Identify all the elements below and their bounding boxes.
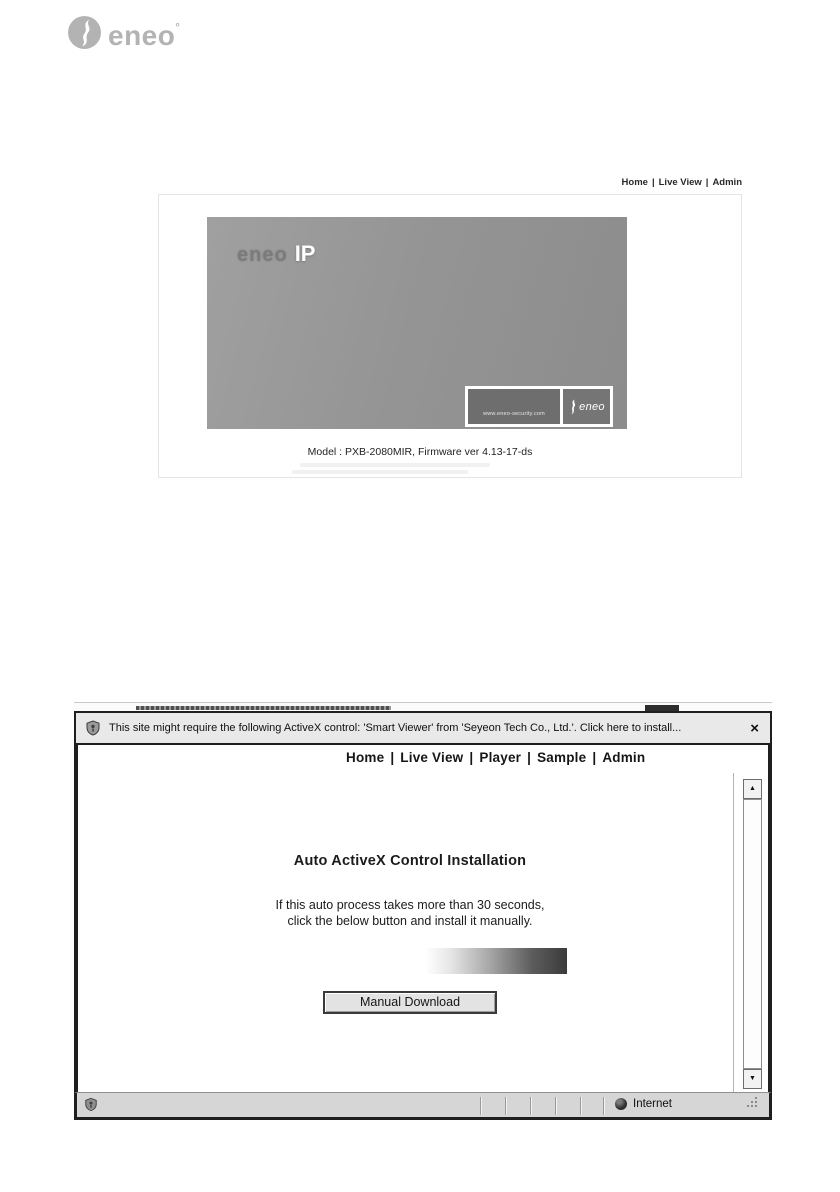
scroll-up-button[interactable]: ▲ [743, 779, 762, 799]
nav-item-admin[interactable]: Admin [602, 750, 646, 765]
eneo-swirl-small-icon [568, 399, 577, 415]
shield-icon [85, 720, 101, 736]
hero-ip-text: IP [294, 241, 316, 266]
instruction-line1: If this auto process takes more than 30 seconds, [275, 898, 545, 912]
status-separator [480, 1097, 481, 1115]
vertical-scrollbar[interactable] [743, 779, 762, 1089]
nav-separator: | [527, 750, 532, 765]
status-separator [603, 1097, 604, 1115]
browser-content-area [74, 745, 772, 1092]
status-separator [530, 1097, 531, 1115]
scrollbar-divider [733, 773, 734, 1092]
nav-separator: | [705, 177, 709, 188]
eneo-wordmark: eneo° [108, 20, 181, 51]
page-title: Auto ActiveX Control Installation [293, 853, 527, 869]
model-caption: Model : PXB-2080MIR, Firmware ver 4.13-17-ds [307, 446, 533, 458]
close-icon[interactable]: × [750, 719, 759, 737]
banner-brand-text: eneo [579, 400, 605, 413]
scrollbar-track[interactable] [743, 799, 762, 1069]
website-url: www.eneo-security.com [483, 411, 545, 417]
manual-download-button[interactable]: Manual Download [323, 991, 497, 1014]
trademark-symbol: ° [175, 22, 181, 34]
cropped-toolbar-strip [74, 702, 772, 711]
nav-item-admin[interactable]: Admin [712, 177, 742, 188]
faded-text-artifact [300, 463, 490, 467]
instruction-line2: click the below button and install it manually. [287, 914, 533, 928]
cropped-address-text [136, 706, 391, 710]
activex-info-text: This site might require the following ActiveX control: 'Smart Viewer' from 'Seyeon Tech Co., Ltd.'. Click here to install... [109, 722, 682, 734]
instruction-text [78, 897, 742, 929]
internet-zone-label: Internet [633, 1098, 672, 1110]
hero-brand-line [237, 241, 315, 267]
website-link-panel[interactable] [468, 389, 560, 424]
status-separator [580, 1097, 581, 1115]
hero-footer-banner [465, 386, 613, 427]
eneo-swirl-icon [68, 16, 101, 49]
nav-item-live-view[interactable]: Live View [400, 750, 464, 765]
progress-gradient-bar [425, 948, 567, 974]
status-separator [555, 1097, 556, 1115]
hero-banner [207, 217, 627, 429]
eneo-logo [68, 12, 180, 52]
status-bar [74, 1092, 772, 1120]
nav-screenshot2 [346, 750, 645, 765]
nav-item-home[interactable]: Home [621, 177, 648, 188]
status-separator [505, 1097, 506, 1115]
nav-separator: | [390, 750, 395, 765]
nav-separator: | [651, 177, 655, 188]
nav-item-player[interactable]: Player [479, 750, 522, 765]
banner-logo-panel [563, 389, 610, 424]
nav-item-home[interactable]: Home [346, 750, 385, 765]
scroll-down-button[interactable]: ▼ [743, 1069, 762, 1089]
security-shield-icon [84, 1097, 98, 1112]
faded-text-artifact [292, 470, 468, 474]
internet-globe-icon [615, 1098, 627, 1110]
activex-info-bar[interactable] [74, 711, 772, 745]
nav-screenshot1 [560, 177, 742, 188]
resize-grip[interactable] [755, 1105, 757, 1107]
nav-item-sample[interactable]: Sample [537, 750, 587, 765]
nav-separator: | [469, 750, 474, 765]
nav-separator: | [592, 750, 597, 765]
nav-item-live-view[interactable]: Live View [658, 177, 702, 188]
hero-brand-text: eneo [237, 244, 288, 266]
browser-window [74, 702, 772, 1120]
